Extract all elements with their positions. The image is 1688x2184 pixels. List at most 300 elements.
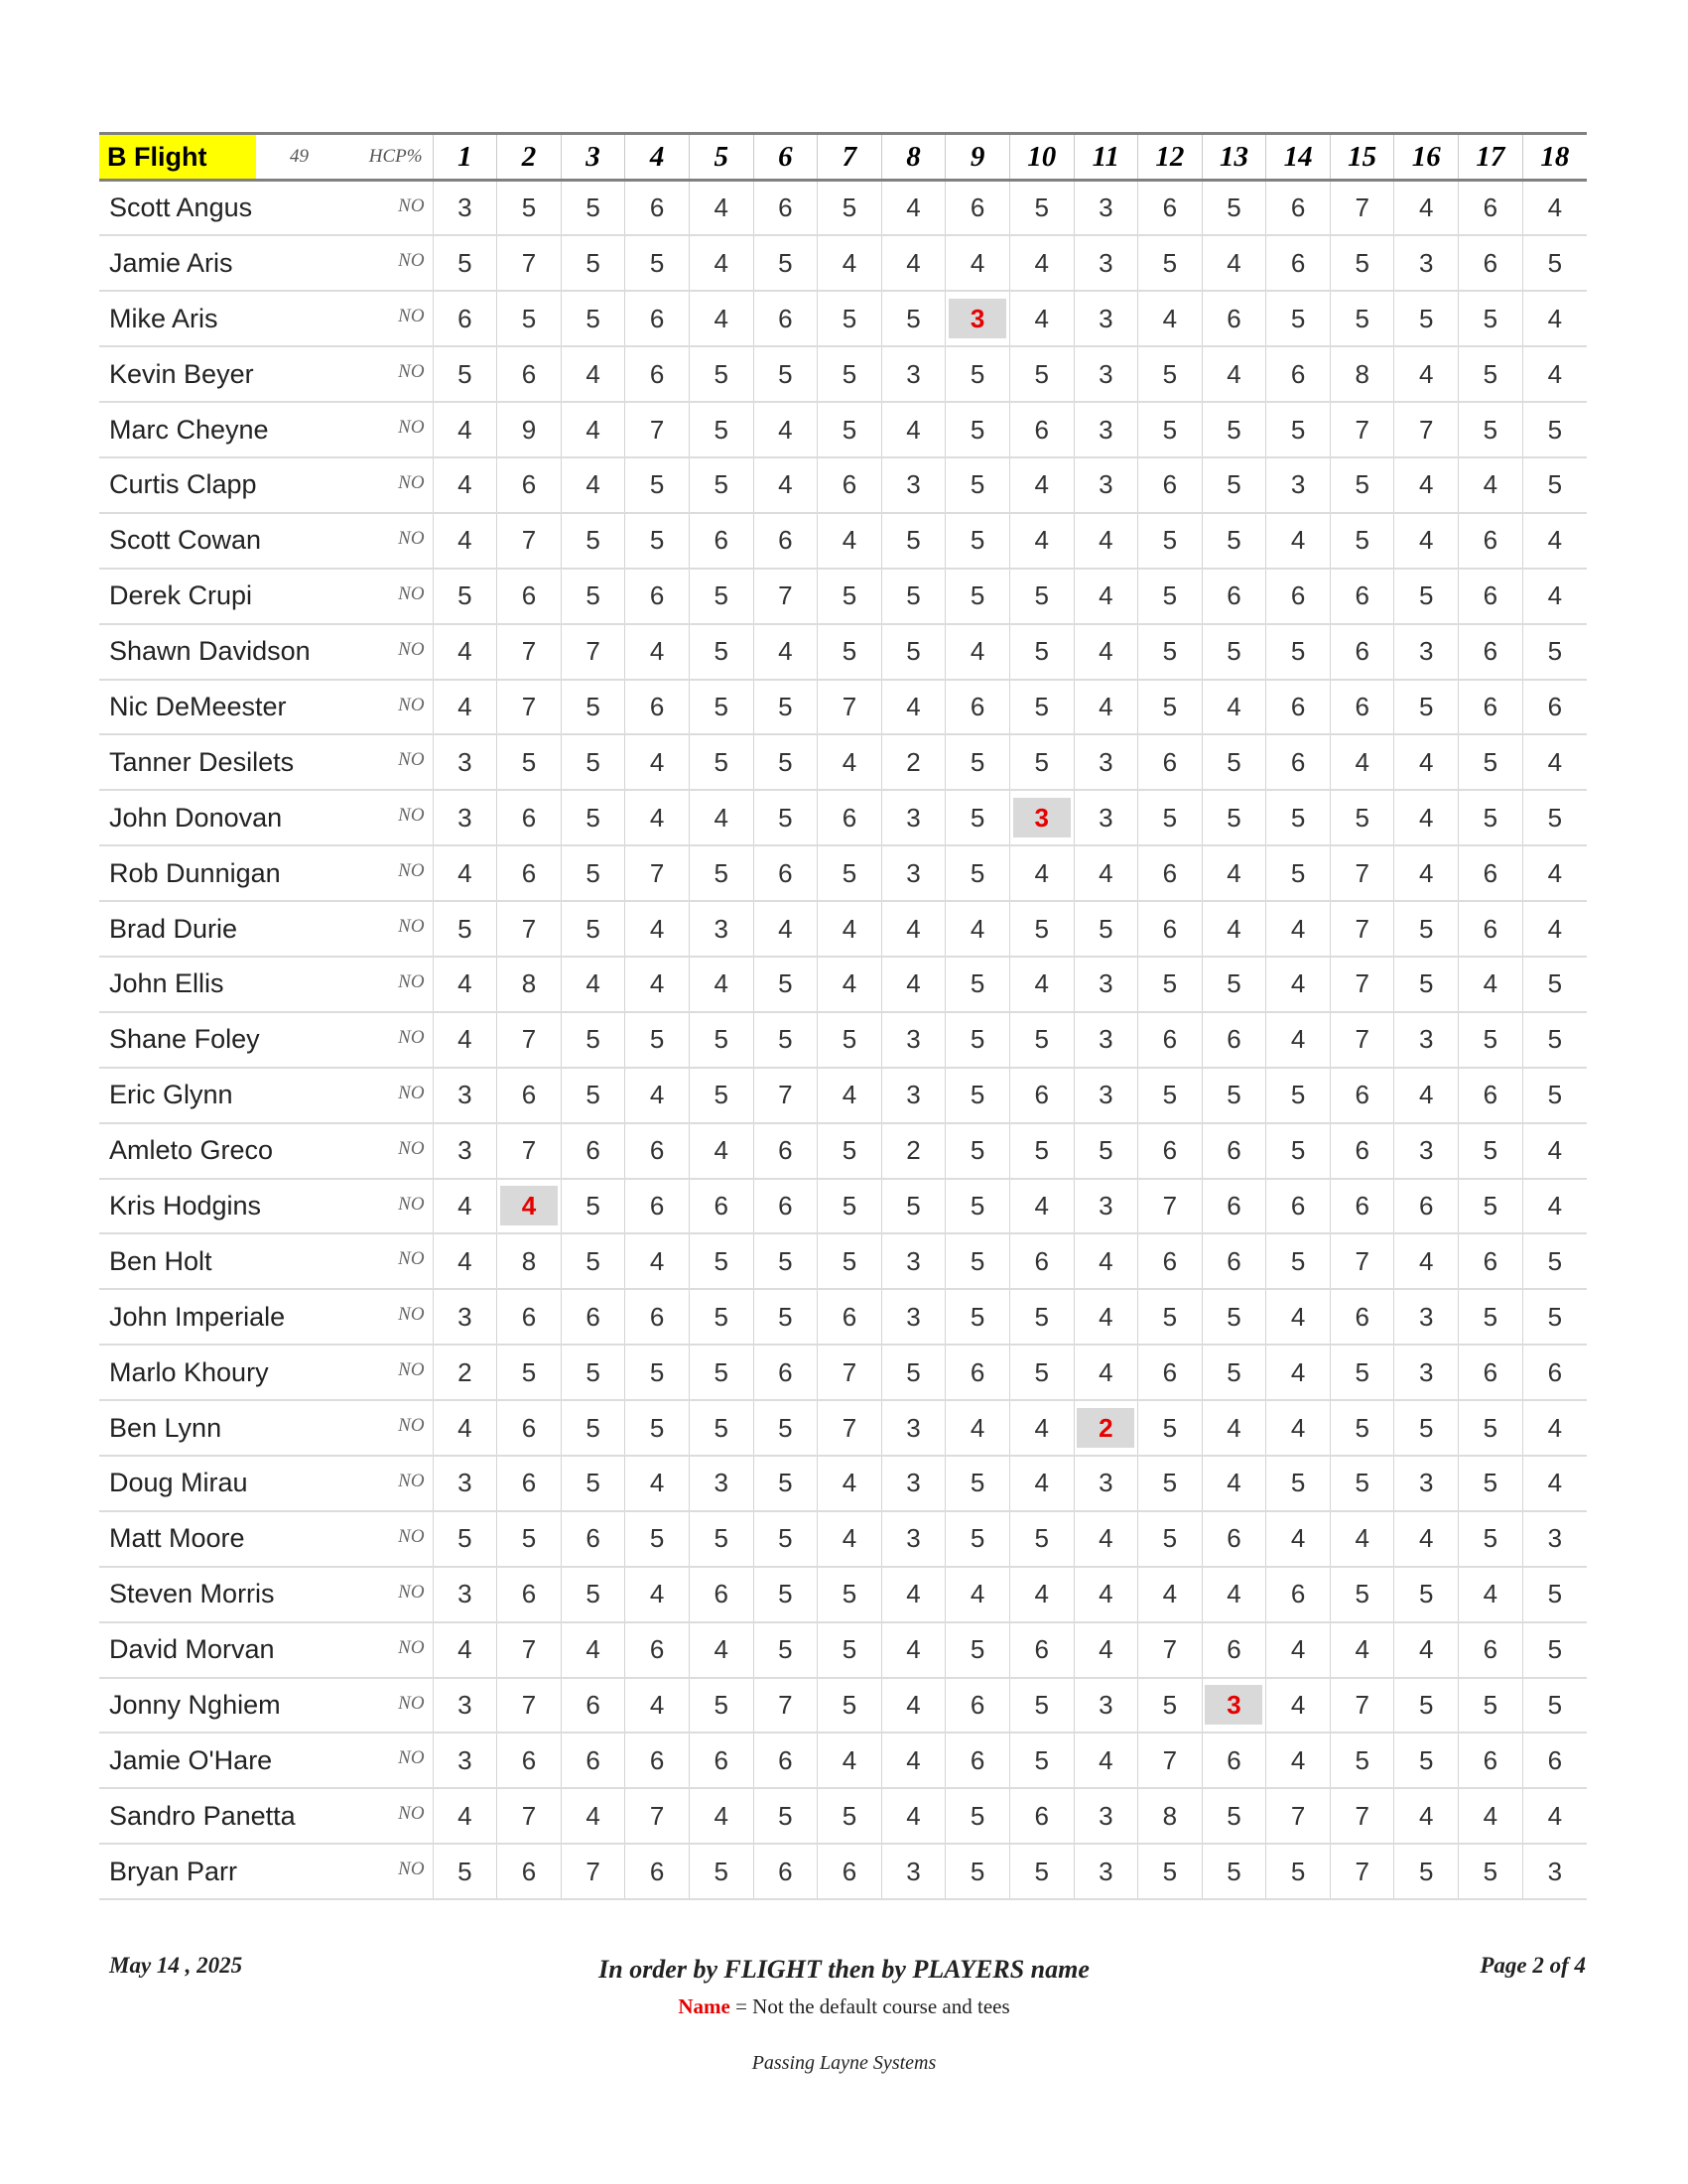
score-cell: 6: [1330, 680, 1394, 735]
score-cell: 4: [881, 1788, 946, 1844]
score-cell: 3: [1394, 1012, 1459, 1068]
score-cell: 7: [818, 1400, 882, 1456]
score-cell: 6: [1202, 569, 1266, 624]
score-cell: 7: [497, 235, 562, 291]
player-name: Rob Dunnigan: [99, 845, 256, 901]
score-cell: 5: [818, 346, 882, 402]
score-cell: 3: [433, 1456, 497, 1511]
player-row: [99, 901, 1587, 957]
score-cell: 5: [1266, 1844, 1331, 1899]
score-cell: 5: [1459, 1123, 1523, 1179]
score-cell: 3: [881, 1456, 946, 1511]
score-cell: 3: [1074, 734, 1138, 790]
score-cell: 4: [433, 513, 497, 569]
score-cell: 8: [1330, 346, 1394, 402]
score-cell: 5: [753, 1012, 818, 1068]
player-row: [99, 291, 1587, 346]
score-cell: 4: [1522, 1788, 1587, 1844]
score-cell: 4: [1009, 457, 1074, 513]
score-cell: 4: [625, 1678, 690, 1734]
hcp-flag: NO: [256, 181, 433, 236]
score-cell: 7: [625, 845, 690, 901]
score-cell: 7: [1330, 1788, 1394, 1844]
score-cell: 5: [561, 845, 625, 901]
score-cell: 3: [881, 346, 946, 402]
hole-header: 3: [561, 134, 625, 181]
score-cell: 5: [1522, 624, 1587, 680]
highlighted-score: 2: [1077, 1408, 1134, 1448]
score-cell: 4: [1266, 1400, 1331, 1456]
player-row: [99, 1123, 1587, 1179]
score-cell: 6: [1266, 181, 1331, 236]
score-cell: 5: [561, 1068, 625, 1123]
score-cell: 6: [1330, 624, 1394, 680]
score-cell: 6: [946, 1345, 1010, 1400]
score-cell: 3: [1074, 235, 1138, 291]
score-cell: 3: [1074, 1678, 1138, 1734]
score-cell: 5: [1138, 680, 1203, 735]
score-cell: 6: [946, 1678, 1010, 1734]
score-cell: 4: [1522, 346, 1587, 402]
score-cell: 5: [497, 1511, 562, 1567]
score-cell: 5: [1202, 457, 1266, 513]
score-cell: 5: [1202, 624, 1266, 680]
score-cell: 5: [818, 1123, 882, 1179]
score-cell: 5: [1138, 1400, 1203, 1456]
score-cell: 6: [1138, 734, 1203, 790]
score-cell: 3: [881, 1068, 946, 1123]
player-name: Jonny Nghiem: [99, 1678, 256, 1734]
score-cell: 5: [1138, 1844, 1203, 1899]
player-name: John Imperiale: [99, 1289, 256, 1345]
score-cell: 5: [818, 1012, 882, 1068]
score-cell: 5: [1394, 901, 1459, 957]
sort-order-note: In order by FLIGHT then by PLAYERS name: [598, 1955, 1090, 1984]
score-cell: 5: [689, 1233, 753, 1289]
score-cell: 5: [433, 901, 497, 957]
highlighted-score: 3: [1013, 798, 1071, 837]
score-cell: 3: [1074, 181, 1138, 236]
score-cell: 5: [1009, 1844, 1074, 1899]
score-cell: 5: [1459, 1012, 1523, 1068]
score-cell: 6: [1459, 1733, 1523, 1788]
score-cell: 6: [497, 1733, 562, 1788]
score-cell: 4: [433, 1179, 497, 1234]
player-row: [99, 346, 1587, 402]
hole-header: 2: [497, 134, 562, 181]
score-cell: 5: [1522, 790, 1587, 845]
score-cell: 7: [818, 680, 882, 735]
score-cell: 4: [433, 845, 497, 901]
score-cell: 5: [1009, 680, 1074, 735]
score-cell: 4: [625, 1068, 690, 1123]
score-cell: 5: [689, 1345, 753, 1400]
score-cell: 5: [1459, 1179, 1523, 1234]
score-cell: 4: [1522, 181, 1587, 236]
score-cell: 4: [881, 235, 946, 291]
score-cell: 6: [1138, 457, 1203, 513]
score-cell: 5: [1522, 457, 1587, 513]
score-cell: 3: [1074, 346, 1138, 402]
score-cell: 5: [689, 845, 753, 901]
score-cell-highlighted: [1074, 1400, 1138, 1456]
player-row: [99, 1678, 1587, 1734]
score-cell: 4: [1202, 901, 1266, 957]
score-cell: 6: [625, 1733, 690, 1788]
score-cell: 5: [753, 1400, 818, 1456]
score-cell: 6: [818, 1844, 882, 1899]
score-cell: 4: [433, 957, 497, 1012]
score-cell: 5: [689, 1678, 753, 1734]
score-cell: 6: [625, 346, 690, 402]
score-cell: 4: [625, 1233, 690, 1289]
score-cell: 5: [561, 1456, 625, 1511]
score-cell: 4: [1074, 845, 1138, 901]
score-cell: 4: [1522, 1456, 1587, 1511]
score-cell: 4: [818, 1733, 882, 1788]
score-cell: 4: [561, 402, 625, 457]
score-cell: 7: [1330, 845, 1394, 901]
score-cell: 5: [625, 1345, 690, 1400]
score-cell: 5: [881, 624, 946, 680]
score-cell: 5: [818, 624, 882, 680]
score-cell: 5: [946, 957, 1010, 1012]
score-cell: 5: [561, 790, 625, 845]
score-cell: 5: [1394, 1567, 1459, 1622]
score-cell: 4: [1074, 1622, 1138, 1678]
hcp-flag: NO: [256, 1289, 433, 1345]
score-cell: 5: [1266, 291, 1331, 346]
score-cell: 7: [1138, 1733, 1203, 1788]
score-cell: 4: [433, 402, 497, 457]
score-cell: 5: [753, 1233, 818, 1289]
score-cell: 4: [433, 457, 497, 513]
score-cell: 7: [818, 1345, 882, 1400]
score-cell: 4: [881, 957, 946, 1012]
score-cell: 5: [1394, 680, 1459, 735]
score-cell: 6: [561, 1123, 625, 1179]
score-cell: 5: [433, 1511, 497, 1567]
score-cell: 4: [625, 790, 690, 845]
score-cell: 3: [881, 845, 946, 901]
score-cell: 4: [689, 181, 753, 236]
score-cell: 5: [881, 569, 946, 624]
header-row: [99, 134, 1587, 181]
score-cell: 3: [1394, 1345, 1459, 1400]
hcp-flag: NO: [256, 1400, 433, 1456]
player-name: Marc Cheyne: [99, 402, 256, 457]
score-cell: 5: [689, 1511, 753, 1567]
score-cell: 4: [818, 901, 882, 957]
score-cell: 4: [433, 624, 497, 680]
score-cell: 6: [1459, 569, 1523, 624]
score-cell: 5: [1522, 957, 1587, 1012]
player-row: [99, 624, 1587, 680]
hole-header: 4: [625, 134, 690, 181]
score-cell-highlighted: [1009, 790, 1074, 845]
hcp-flag: NO: [256, 291, 433, 346]
score-cell: 6: [1330, 1068, 1394, 1123]
score-cell: 5: [881, 291, 946, 346]
player-name: Shane Foley: [99, 1012, 256, 1068]
score-cell: 3: [881, 1012, 946, 1068]
score-cell: 3: [433, 1567, 497, 1622]
score-cell: 5: [1266, 845, 1331, 901]
score-cell: 5: [689, 457, 753, 513]
score-cell: 6: [753, 1123, 818, 1179]
score-cell: 7: [1330, 402, 1394, 457]
score-cell: 6: [1202, 1123, 1266, 1179]
score-cell: 5: [433, 235, 497, 291]
score-cell: 5: [1459, 1289, 1523, 1345]
hole-header: 13: [1202, 134, 1266, 181]
hcp-flag: NO: [256, 1733, 433, 1788]
score-cell: 4: [818, 513, 882, 569]
score-cell: 4: [1202, 1400, 1266, 1456]
player-row: [99, 1068, 1587, 1123]
score-cell: 4: [1202, 680, 1266, 735]
score-cell: 5: [561, 680, 625, 735]
hcp-flag: NO: [256, 1123, 433, 1179]
score-cell: 6: [625, 1123, 690, 1179]
score-cell: 4: [1074, 1733, 1138, 1788]
score-cell: 6: [1266, 1179, 1331, 1234]
hcp-flag: NO: [256, 901, 433, 957]
score-cell: 5: [946, 1233, 1010, 1289]
score-cell: 6: [625, 1844, 690, 1899]
score-cell: 6: [1394, 1179, 1459, 1234]
score-cell: 5: [1138, 624, 1203, 680]
hole-header: 15: [1330, 134, 1394, 181]
score-cell: 4: [818, 734, 882, 790]
score-cell: 5: [1202, 1844, 1266, 1899]
score-cell: 2: [881, 734, 946, 790]
score-cell: 5: [1459, 1400, 1523, 1456]
score-cell: 5: [1202, 1289, 1266, 1345]
score-cell: 6: [625, 181, 690, 236]
hcp-flag: NO: [256, 1511, 433, 1567]
hole-header: 1: [433, 134, 497, 181]
score-cell: 4: [1522, 1123, 1587, 1179]
score-cell: 5: [433, 569, 497, 624]
score-cell: 5: [1009, 1678, 1074, 1734]
score-cell: 5: [753, 1788, 818, 1844]
score-cell: 6: [1459, 513, 1523, 569]
score-cell: 4: [818, 1511, 882, 1567]
score-cell: 4: [1266, 901, 1331, 957]
score-cell: 6: [1009, 1622, 1074, 1678]
score-cell: 4: [1074, 1233, 1138, 1289]
score-cell: 5: [1138, 957, 1203, 1012]
player-row: [99, 790, 1587, 845]
score-cell: 6: [1138, 845, 1203, 901]
score-cell: 5: [1138, 569, 1203, 624]
player-row: [99, 1733, 1587, 1788]
score-cell-highlighted: [946, 291, 1010, 346]
brand-footer: Passing Layne Systems: [751, 2052, 937, 2074]
score-cell: 4: [1394, 734, 1459, 790]
score-cell: 5: [1202, 1068, 1266, 1123]
score-cell: 6: [1459, 181, 1523, 236]
highlighted-score: 4: [500, 1186, 558, 1225]
score-cell: 5: [1266, 1456, 1331, 1511]
score-cell: 5: [1330, 1400, 1394, 1456]
score-cell: 6: [753, 845, 818, 901]
player-row: [99, 1844, 1587, 1899]
score-cell: 4: [946, 624, 1010, 680]
score-cell: 7: [497, 1012, 562, 1068]
player-row: [99, 1400, 1587, 1456]
score-cell: 5: [1330, 1345, 1394, 1400]
score-cell: 4: [1459, 957, 1523, 1012]
score-cell: 7: [497, 1622, 562, 1678]
hcp-flag: NO: [256, 457, 433, 513]
score-cell: 5: [818, 1179, 882, 1234]
score-cell: 5: [1009, 346, 1074, 402]
score-cell: 5: [1459, 1844, 1523, 1899]
score-cell: 6: [1138, 1345, 1203, 1400]
score-cell: 6: [497, 569, 562, 624]
score-cell: 5: [1138, 1511, 1203, 1567]
score-cell: 4: [1202, 1567, 1266, 1622]
score-cell: 5: [1459, 402, 1523, 457]
score-cell: 5: [1266, 790, 1331, 845]
score-cell: 4: [753, 457, 818, 513]
score-cell: 9: [497, 402, 562, 457]
player-row: [99, 1289, 1587, 1345]
score-cell: 5: [946, 1511, 1010, 1567]
player-row: [99, 1456, 1587, 1511]
hcp-flag: NO: [256, 1012, 433, 1068]
score-cell: 5: [1459, 1511, 1523, 1567]
score-cell: 4: [1266, 1678, 1331, 1734]
score-cell: 5: [625, 1511, 690, 1567]
score-cell: 4: [1522, 901, 1587, 957]
highlighted-score: 3: [949, 299, 1006, 338]
score-cell: 5: [689, 680, 753, 735]
score-cell: 5: [1266, 402, 1331, 457]
score-cell: 5: [753, 790, 818, 845]
score-cell: 5: [818, 181, 882, 236]
score-cell: 4: [1522, 569, 1587, 624]
score-cell: 3: [1074, 402, 1138, 457]
player-name: Shawn Davidson: [99, 624, 256, 680]
score-cell: 7: [1330, 1678, 1394, 1734]
score-cell: 4: [1074, 513, 1138, 569]
score-cell: 6: [753, 513, 818, 569]
hole-header: 18: [1522, 134, 1587, 181]
score-cell: 5: [1202, 1788, 1266, 1844]
score-cell: 6: [1138, 1012, 1203, 1068]
hcp-flag: NO: [256, 1788, 433, 1844]
player-name: Kevin Beyer: [99, 346, 256, 402]
score-cell: 6: [1202, 1622, 1266, 1678]
score-cell: 4: [881, 1733, 946, 1788]
score-cell: 6: [1138, 901, 1203, 957]
score-cell: 5: [1394, 1678, 1459, 1734]
score-cell: 6: [1459, 1622, 1523, 1678]
score-cell: 3: [881, 1511, 946, 1567]
score-cell: 6: [561, 1733, 625, 1788]
score-cell: 5: [946, 790, 1010, 845]
score-cell: 6: [625, 680, 690, 735]
player-row: [99, 1179, 1587, 1234]
score-cell: 4: [1009, 845, 1074, 901]
score-cell: 5: [561, 513, 625, 569]
score-cell: 4: [625, 734, 690, 790]
score-cell: 6: [753, 181, 818, 236]
score-cell: 4: [1074, 1289, 1138, 1345]
score-cell: 5: [818, 1788, 882, 1844]
score-cell: 7: [753, 1678, 818, 1734]
score-cell: 4: [1009, 1567, 1074, 1622]
score-cell: 5: [946, 845, 1010, 901]
score-cell: 5: [1522, 1567, 1587, 1622]
hcp-flag: NO: [256, 1345, 433, 1400]
score-cell: 5: [946, 1844, 1010, 1899]
player-row: [99, 181, 1587, 236]
score-cell: 6: [497, 790, 562, 845]
score-cell: 7: [753, 1068, 818, 1123]
score-cell: 5: [818, 1678, 882, 1734]
hole-header: 12: [1138, 134, 1203, 181]
score-cell: 5: [1009, 569, 1074, 624]
score-cell: 7: [1330, 901, 1394, 957]
score-cell: 4: [946, 1400, 1010, 1456]
score-cell: 5: [625, 1400, 690, 1456]
score-cell: 6: [625, 569, 690, 624]
hole-header: 11: [1074, 134, 1138, 181]
score-cell: 4: [689, 790, 753, 845]
score-cell: 4: [1074, 569, 1138, 624]
score-cell: 4: [561, 1788, 625, 1844]
score-cell: 6: [497, 1068, 562, 1123]
score-cell: 5: [1009, 901, 1074, 957]
score-cell: 6: [753, 1179, 818, 1234]
score-body: [99, 181, 1587, 1900]
score-cell: 5: [1138, 346, 1203, 402]
score-cell: 5: [1459, 734, 1523, 790]
player-row: [99, 957, 1587, 1012]
score-cell: 3: [433, 734, 497, 790]
score-cell: 4: [753, 402, 818, 457]
score-cell: 5: [625, 1012, 690, 1068]
score-cell: 4: [1394, 1068, 1459, 1123]
score-cell: 5: [1266, 1068, 1331, 1123]
player-count: 49: [290, 146, 310, 167]
score-cell: 3: [1074, 291, 1138, 346]
score-cell: 3: [433, 1289, 497, 1345]
score-cell: 3: [881, 790, 946, 845]
score-cell: 4: [1330, 734, 1394, 790]
score-cell: 7: [561, 1844, 625, 1899]
hcp-flag: NO: [256, 790, 433, 845]
player-row: [99, 1567, 1587, 1622]
score-cell: 4: [946, 1567, 1010, 1622]
score-cell: 5: [1202, 790, 1266, 845]
score-cell: 6: [1266, 680, 1331, 735]
score-cell: 7: [497, 1123, 562, 1179]
score-cell: 3: [689, 1456, 753, 1511]
hole-header: 9: [946, 134, 1010, 181]
score-cell: 5: [1394, 1733, 1459, 1788]
score-cell: 6: [1202, 1179, 1266, 1234]
score-cell: 4: [1394, 1788, 1459, 1844]
score-cell: 4: [818, 1456, 882, 1511]
hcp-flag: NO: [256, 845, 433, 901]
score-cell: 6: [561, 1678, 625, 1734]
score-cell: 7: [1330, 1233, 1394, 1289]
